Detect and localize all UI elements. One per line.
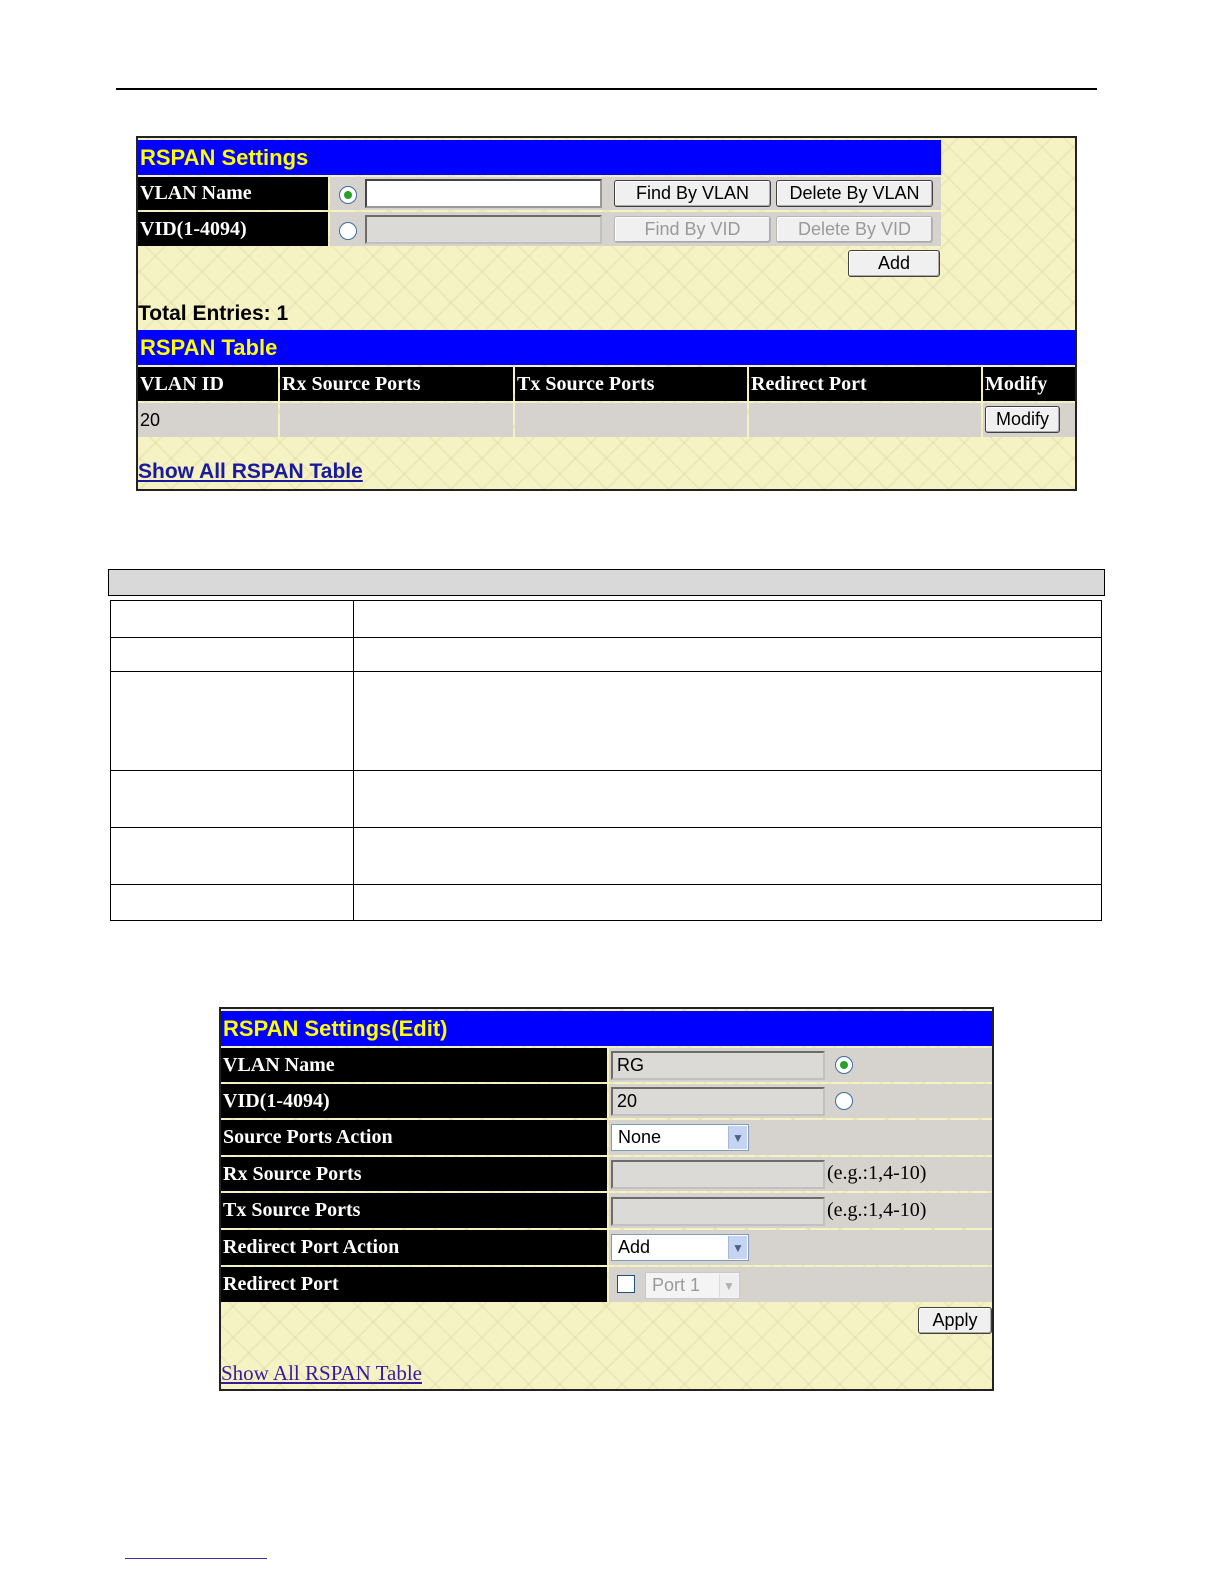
col-tx-source-ports: Tx Source Ports <box>515 367 747 401</box>
edit-vid-radio[interactable] <box>835 1092 853 1110</box>
chevron-down-icon: ▼ <box>719 1274 738 1297</box>
redirect-port-label: Redirect Port <box>221 1267 607 1302</box>
radio-selected-dot <box>840 1061 848 1069</box>
vlan-name-label: VLAN Name <box>138 177 328 210</box>
edit-vlan-name-radio[interactable] <box>835 1056 853 1074</box>
tx-source-ports-input[interactable] <box>611 1197 825 1226</box>
description-table <box>110 600 1102 921</box>
tx-source-ports-hint: (e.g.:1,4-10) <box>827 1199 927 1221</box>
edit-vlan-name-input[interactable]: RG <box>611 1051 825 1080</box>
edit-vlan-name-label: VLAN Name <box>221 1048 607 1082</box>
redirect-port-action-label: Redirect Port Action <box>221 1230 607 1265</box>
find-by-vid-button[interactable]: Find By VID <box>614 216 771 243</box>
redirect-port-value: Port 1 <box>652 1275 701 1295</box>
edit-show-all-rspan-table-link[interactable]: Show All RSPAN Table <box>221 1361 422 1385</box>
table-row <box>111 885 1102 921</box>
param-cell <box>111 885 354 921</box>
delete-by-vlan-button[interactable]: Delete By VLAN <box>776 180 933 207</box>
col-vlan-id: VLAN ID <box>138 367 278 401</box>
source-ports-action-value: None <box>618 1127 662 1147</box>
modify-button[interactable]: Modify <box>985 406 1060 433</box>
edit-vid-input[interactable]: 20 <box>611 1087 825 1116</box>
param-cell <box>111 638 354 672</box>
table-row-vlan-id: 20 <box>138 403 278 437</box>
rspan-settings-edit-panel <box>219 1007 994 1391</box>
param-cell <box>111 672 354 771</box>
vid-radio[interactable] <box>339 222 357 240</box>
show-all-rspan-table-link[interactable]: Show All RSPAN Table <box>138 460 363 483</box>
find-by-vlan-button[interactable]: Find By VLAN <box>614 180 771 207</box>
desc-cell <box>354 828 1102 885</box>
rx-source-ports-input[interactable] <box>611 1160 825 1189</box>
redirect-port-checkbox[interactable] <box>617 1275 635 1293</box>
edit-vid-label: VID(1-4094) <box>221 1084 607 1118</box>
radio-selected-dot <box>344 191 352 199</box>
apply-button[interactable]: Apply <box>918 1307 992 1334</box>
desc-cell <box>354 672 1102 771</box>
table-row <box>111 672 1102 771</box>
vid-input[interactable] <box>365 215 602 244</box>
vlan-name-input[interactable] <box>365 179 602 208</box>
table-row <box>111 771 1102 828</box>
delete-by-vid-button[interactable]: Delete By VID <box>776 216 933 243</box>
table-row-redirect <box>749 403 981 437</box>
table-row-rx <box>280 403 513 437</box>
desc-cell <box>354 638 1102 672</box>
param-cell <box>111 601 354 638</box>
col-modify: Modify <box>983 367 1075 401</box>
chevron-down-icon: ▼ <box>728 1126 747 1149</box>
source-ports-action-select[interactable] <box>611 1124 749 1151</box>
param-cell <box>111 828 354 885</box>
table-row <box>111 828 1102 885</box>
vid-label: VID(1-4094) <box>138 212 328 246</box>
rspan-settings-panel <box>136 136 1077 491</box>
table-row <box>111 638 1102 672</box>
table-row-tx <box>515 403 747 437</box>
rx-source-ports-label: Rx Source Ports <box>221 1157 607 1191</box>
page-footer-rule <box>125 1558 267 1559</box>
rspan-table-title: RSPAN Table <box>138 330 1075 365</box>
rspan-edit-title: RSPAN Settings(Edit) <box>221 1011 992 1046</box>
chevron-down-icon: ▼ <box>728 1236 747 1259</box>
desc-cell <box>354 771 1102 828</box>
col-redirect-port: Redirect Port <box>749 367 981 401</box>
description-table-header <box>108 569 1105 596</box>
redirect-port-select[interactable] <box>645 1272 740 1299</box>
col-rx-source-ports: Rx Source Ports <box>280 367 513 401</box>
add-button[interactable]: Add <box>848 250 940 277</box>
desc-cell <box>354 601 1102 638</box>
desc-cell <box>354 885 1102 921</box>
redirect-port-action-select[interactable] <box>611 1234 749 1261</box>
total-entries: Total Entries: 1 <box>138 302 289 325</box>
tx-source-ports-label: Tx Source Ports <box>221 1193 607 1228</box>
table-row <box>111 601 1102 638</box>
page-header-rule <box>116 88 1097 90</box>
rspan-settings-title: RSPAN Settings <box>138 140 941 175</box>
param-cell <box>111 771 354 828</box>
source-ports-action-label: Source Ports Action <box>221 1120 607 1155</box>
redirect-port-action-value: Add <box>618 1237 651 1257</box>
vlan-name-radio[interactable] <box>339 186 357 204</box>
rx-source-ports-hint: (e.g.:1,4-10) <box>827 1162 927 1184</box>
